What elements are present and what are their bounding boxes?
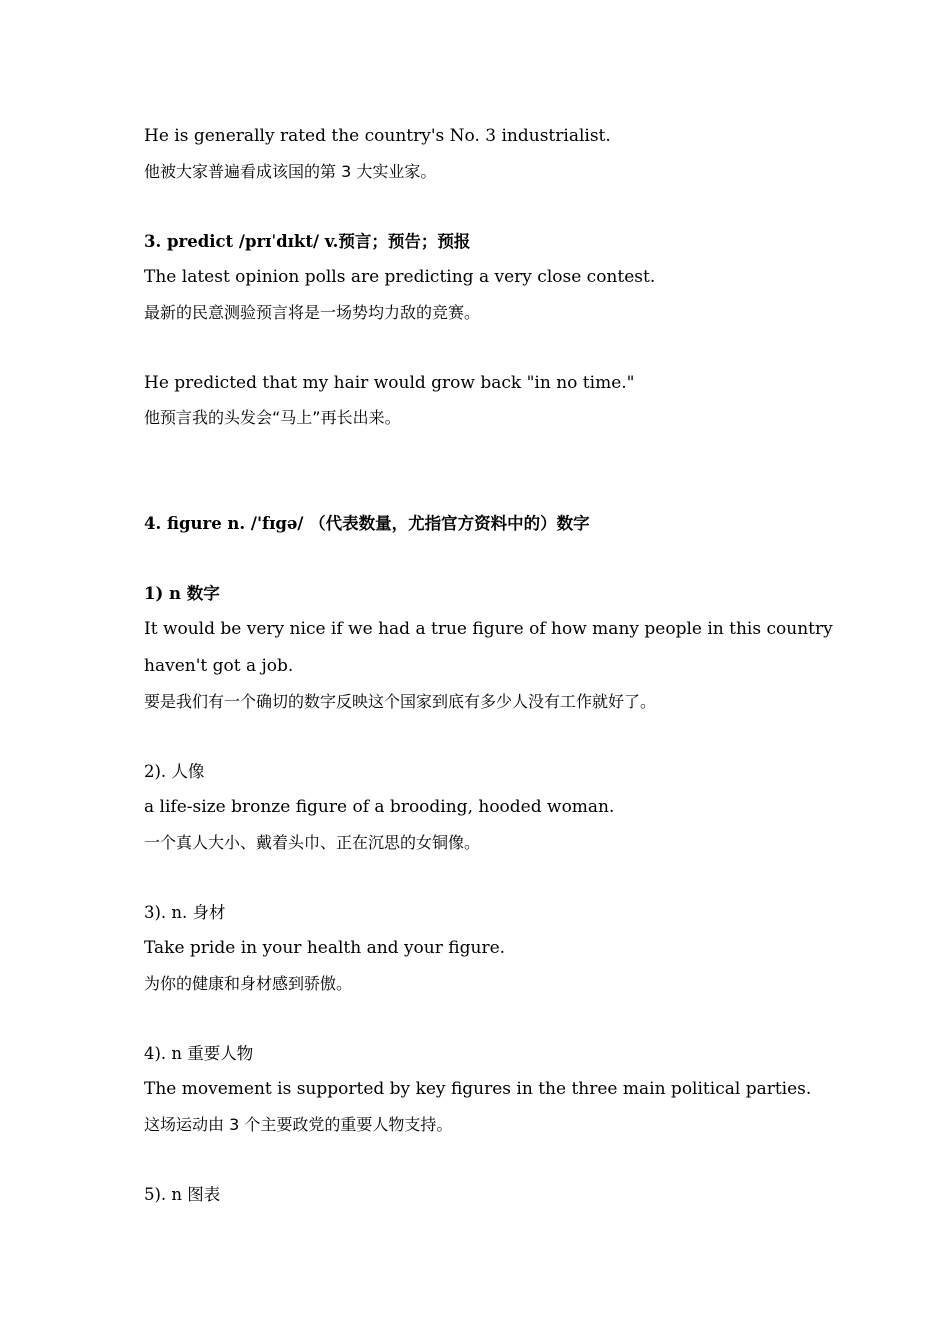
example-sentence-zh: 他预言我的头发会“马上”再长出来。 — [144, 408, 401, 427]
example-sentence-zh: 他被大家普遍看成该国的第 3 大实业家。 — [144, 162, 437, 181]
sense-heading: 5). n 图表 — [144, 1185, 221, 1204]
example-sentence-en: The latest opinion polls are predicting a very close contest. — [144, 267, 656, 287]
sense-heading: 3). n. 身材 — [144, 903, 226, 922]
example-sentence-zh: 这场运动由 3 个主要政党的重要人物支持。 — [144, 1115, 453, 1134]
sense-heading: 4). n 重要人物 — [144, 1044, 254, 1063]
example-sentence-zh: 一个真人大小、戴着头巾、正在沉思的女铜像。 — [144, 833, 481, 852]
example-sentence-en: The movement is supported by key figures in the three main political parties. — [144, 1079, 812, 1099]
example-sentence-zh: 为你的健康和身材感到骄傲。 — [144, 974, 353, 993]
example-sentence-en: Take pride in your health and your figure. — [144, 938, 506, 958]
example-sentence-en-continued: haven't got a job. — [144, 656, 294, 676]
example-sentence-en: He is generally rated the country's No. 3 industrialist. — [144, 126, 611, 146]
example-sentence-en: It would be very nice if we had a true figure of how many people in this country — [144, 619, 833, 639]
example-sentence-en: a life-size bronze figure of a brooding, hooded woman. — [144, 797, 615, 817]
sense-heading: 2). 人像 — [144, 762, 205, 781]
example-sentence-en: He predicted that my hair would grow back "in no time." — [144, 373, 635, 393]
sense-heading: 1) n 数字 — [144, 584, 220, 603]
entry-heading-figure: 4. figure n. /'fɪgə/ （代表数量，尤指官方资料中的）数字 — [144, 514, 590, 533]
example-sentence-zh: 要是我们有一个确切的数字反映这个国家到底有多少人没有工作就好了。 — [144, 692, 657, 711]
example-sentence-zh: 最新的民意测验预言将是一场势均力敌的竞赛。 — [144, 303, 481, 322]
entry-heading-predict: 3. predict /prɪˈdɪkt/ v.预言；预告；预报 — [144, 232, 471, 251]
